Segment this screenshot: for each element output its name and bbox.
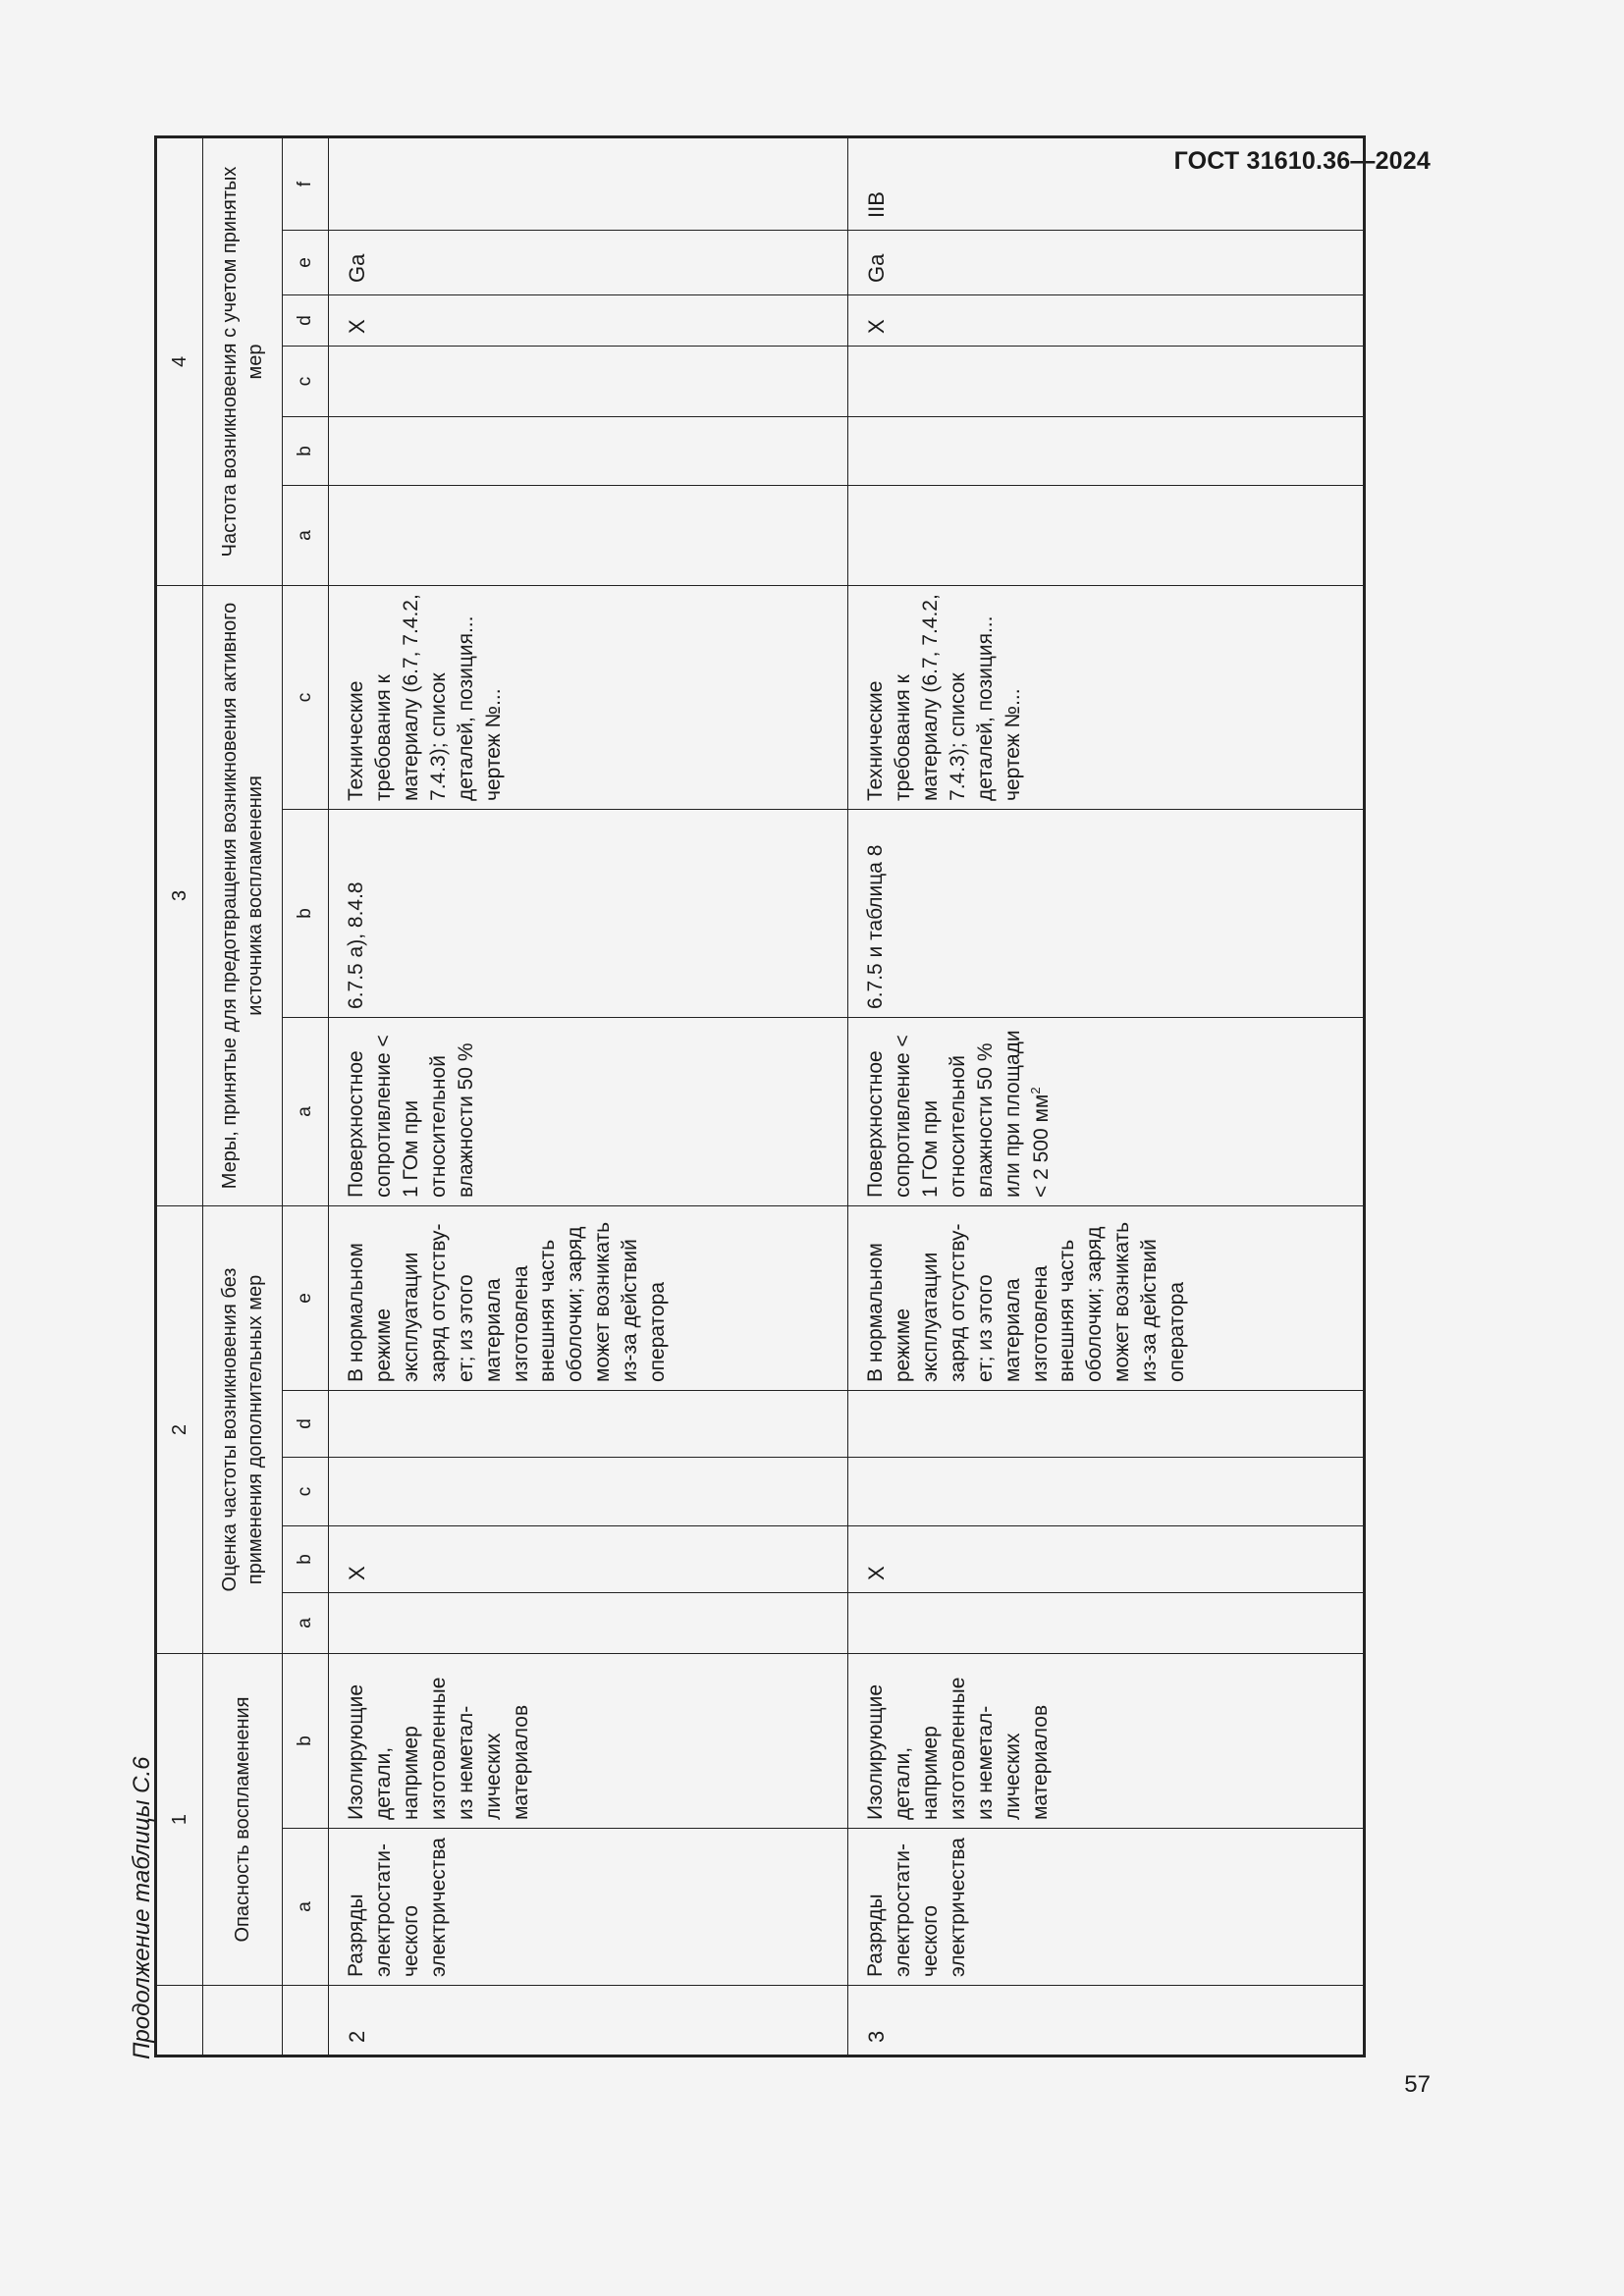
frequency-c-cell (848, 1458, 1365, 1526)
result-group-cell (329, 136, 848, 230)
result-b-cell (848, 416, 1365, 485)
frequency-b-cell: X (329, 1526, 848, 1593)
result-d-cell: X (329, 294, 848, 346)
hazard-source-cell: Изолирующие детали, например изготовленные из неметаллических материалов (329, 1654, 848, 1829)
sub-label: b (283, 1526, 329, 1593)
group-title-measures: Меры, принятые для предотвращения возникновения активного источника воспламенения (203, 585, 283, 1205)
sub-label: e (283, 1205, 329, 1390)
sub-label: e (283, 230, 329, 294)
sub-label: f (283, 136, 329, 230)
frequency-a-cell (848, 1593, 1365, 1654)
result-epl-cell: Ga (848, 230, 1365, 294)
frequency-c-cell (329, 1458, 848, 1526)
group-number-row (156, 136, 203, 2056)
result-a-cell (848, 485, 1365, 585)
ignition-hazard-table (154, 135, 1366, 2057)
measure-reference-cell: 6.7.5 и таблица 8 (848, 809, 1365, 1017)
rotated-table-container (154, 166, 1361, 2057)
corner-cell (203, 1986, 283, 2056)
group-title-row (203, 136, 283, 2056)
sub-label: b (283, 416, 329, 485)
result-d-cell: X (848, 294, 1365, 346)
result-a-cell (329, 485, 848, 585)
frequency-a-cell (329, 1593, 848, 1654)
hazard-type-cell: Разряды электростатического электричества (329, 1829, 848, 1986)
sub-label-row (283, 136, 329, 2056)
measure-text: Поверхностное сопротивление < 1 ГОм при относительной влажности 50 % или при площади < 2 500 мм (864, 1030, 1053, 1198)
corner-cell (283, 1986, 329, 2056)
table-row (329, 136, 848, 2056)
measure-documentation-cell: Технические требования к материалу (6.7, 7.4.2, 7.4.3); список деталей, позиция... чертеж №... (848, 585, 1365, 809)
row-number: 3 (848, 1986, 1365, 2056)
sub-label: c (283, 1458, 329, 1526)
result-b-cell (329, 416, 848, 485)
measure-description-cell (848, 1017, 1365, 1205)
measure-reference-cell: 6.7.5 а), 8.4.8 (329, 809, 848, 1017)
table-row (848, 136, 1365, 2056)
page-number: 57 (1404, 2071, 1431, 2098)
frequency-b-cell: X (848, 1526, 1365, 1593)
hazard-type-cell: Разряды электростатического электричества (848, 1829, 1365, 1986)
result-c-cell (329, 346, 848, 416)
measure-description-cell: Поверхностное сопротивление < 1 ГОм при относительной влажности 50 % (329, 1017, 848, 1205)
sub-label: a (283, 1829, 329, 1986)
sub-label: b (283, 809, 329, 1017)
group-number-3: 3 (156, 585, 203, 1205)
sub-label: c (283, 346, 329, 416)
group-number-1: 1 (156, 1654, 203, 1986)
group-title-result-frequency: Частота возникновения с учетом принятых мер (203, 136, 283, 585)
superscript-unit: 2 (1027, 1087, 1043, 1095)
standard-header: ГОСТ 31610.36—2024 (1173, 147, 1431, 175)
sub-label: d (283, 294, 329, 346)
sub-label: a (283, 485, 329, 585)
measure-documentation-cell: Технические требования к материалу (6.7, 7.4.2, 7.4.3); список деталей, позиция... чертеж №... (329, 585, 848, 809)
corner-cell (156, 1986, 203, 2056)
frequency-d-cell (329, 1391, 848, 1458)
sub-label: d (283, 1391, 329, 1458)
frequency-reason-cell: В нормальном режиме эксплуатации заряд отсутствует; из этого материала изготовлена внешняя часть оболочки; заряд может возникать из-за действий оператора (848, 1205, 1365, 1390)
group-title-hazard: Опасность воспламенения (203, 1654, 283, 1986)
result-epl-cell: Ga (329, 230, 848, 294)
table-caption: Продолжение таблицы С.6 (129, 1756, 155, 2059)
sub-label: a (283, 1593, 329, 1654)
group-title-frequency: Оценка частоты возникновения без применения дополнительных мер (203, 1205, 283, 1653)
frequency-reason-cell: В нормальном режиме эксплуатации заряд отсутствует; из этого материала изготовлена внешняя часть оболочки; заряд может возникать из-за действий оператора (329, 1205, 848, 1390)
result-c-cell (848, 346, 1365, 416)
frequency-d-cell (848, 1391, 1365, 1458)
sub-label: c (283, 585, 329, 809)
hazard-source-cell: Изолирующие детали, например изготовленные из неметаллических материалов (848, 1654, 1365, 1829)
sub-label: a (283, 1017, 329, 1205)
row-number: 2 (329, 1986, 848, 2056)
result-group-cell: IIB (848, 136, 1365, 230)
group-number-4: 4 (156, 136, 203, 585)
sub-label: b (283, 1654, 329, 1829)
group-number-2: 2 (156, 1205, 203, 1653)
